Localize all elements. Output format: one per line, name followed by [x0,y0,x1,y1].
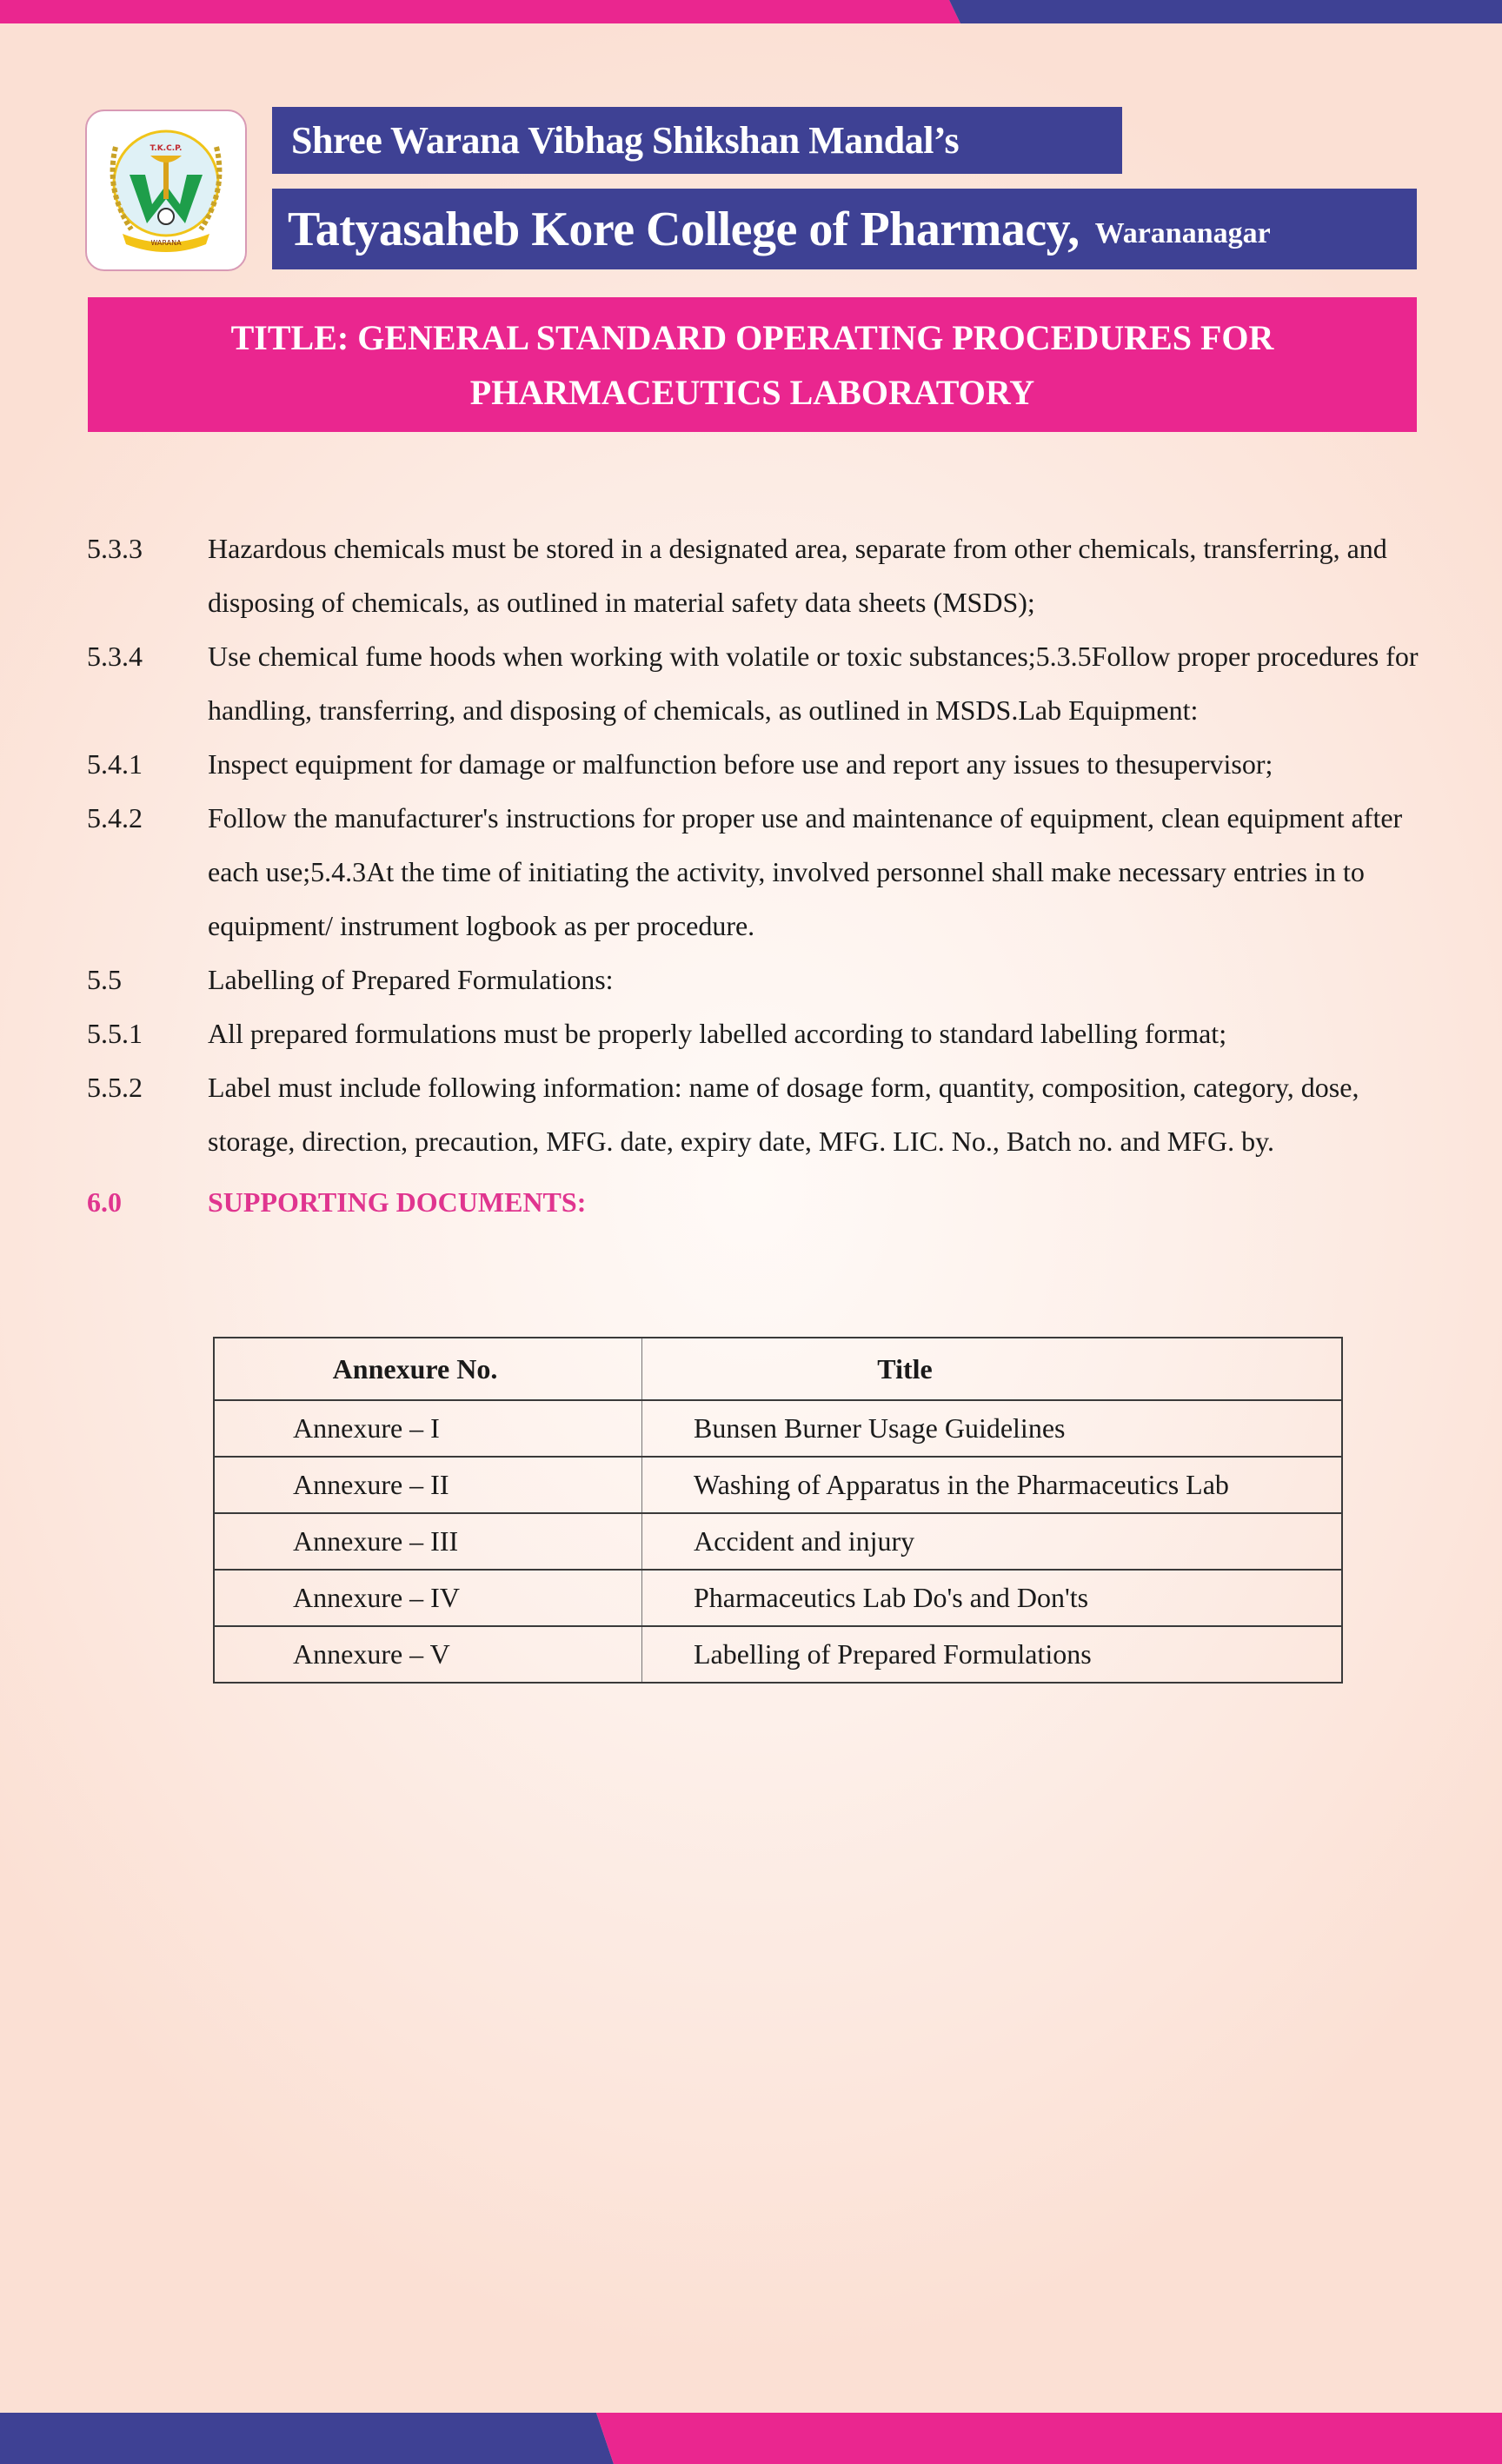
section-number: 5.5 [87,964,122,995]
college-name-banner [272,189,1417,269]
top-decorative-band [0,0,1502,23]
table-row [214,1513,1342,1570]
supporting-documents-heading [87,1175,1443,1229]
bottom-band-pink [596,2413,1502,2464]
annexure-title-cell: Washing of Apparatus in the Pharmaceutics Lab [642,1457,1343,1513]
section-text: Label must include following information: name of dosage form, quantity, composition, category, dose, storage, direction, precaution, MFG. date, expiry date, MFG. LIC. No., Batch no. and MFG. by. [208,1072,1359,1157]
annexure-title-cell: Pharmaceutics Lab Do's and Don'ts [642,1570,1343,1626]
college-crest-logo-icon [96,121,236,260]
document-title-line-2: PHARMACEUTICS LABORATORY [469,372,1035,412]
section-text: Inspect equipment for damage or malfunction before use and report any issues to thesupervisor; [208,748,1273,780]
society-name: Shree Warana Vibhag Shikshan Mandal’s [291,119,960,162]
section-item [87,1060,1443,1168]
bottom-decorative-band [0,2413,1502,2464]
section-text: Follow the manufacturer's instructions for proper use and maintenance of equipment, clean equipment after each use;5.4.3At the time of initiating the activity, involved personnel shall make necessary entries in to equipment/ instrument logbook as per procedure. [208,802,1403,941]
annexure-title-cell: Accident and injury [642,1513,1343,1570]
column-header-title: Title [642,1338,1343,1400]
section-text: Labelling of Prepared Formulations: [208,964,614,995]
section-text: Use chemical fume hoods when working with volatile or toxic substances;5.3.5Follow proper procedures for handling, transferring, and disposing of chemicals, as outlined in MSDS.Lab Equipment: [208,641,1419,726]
annexure-title-cell: Bunsen Burner Usage Guidelines [642,1400,1343,1457]
society-name-banner [272,107,1122,174]
annexure-number-cell: Annexure – II [214,1457,642,1513]
section-item [87,629,1443,737]
college-location: Warananagar [1094,216,1271,249]
section-text: All prepared formulations must be properly labelled according to standard labelling format; [208,1018,1227,1049]
annexure-number-cell: Annexure – III [214,1513,642,1570]
section-item [87,521,1443,629]
document-title-banner [88,297,1417,432]
bottom-band-blue [0,2413,614,2464]
top-band-pink [0,0,960,23]
column-header-annexure-no: Annexure No. [214,1338,642,1400]
sop-content [87,521,1443,1229]
section-number: 5.5.2 [87,1072,143,1103]
college-logo [85,110,247,271]
svg-text:WARANA: WARANA [150,239,182,247]
annexure-table [213,1337,1343,1684]
section-number: 5.3.4 [87,641,143,672]
section-number: 5.5.1 [87,1018,143,1049]
table-row [214,1400,1342,1457]
section-item [87,737,1443,791]
section-number: 5.3.3 [87,533,143,564]
annexure-number-cell: Annexure – IV [214,1570,642,1626]
table-row [214,1457,1342,1513]
section-item [87,791,1443,953]
table-row [214,1626,1342,1683]
college-name: Tatyasaheb Kore College of Pharmacy, [288,202,1080,256]
section-number: 5.4.2 [87,802,143,834]
section-heading-text: SUPPORTING DOCUMENTS: [208,1186,587,1218]
svg-text:T.K.C.P.: T.K.C.P. [150,144,183,153]
table-row [214,1570,1342,1626]
section-number: 6.0 [87,1186,122,1218]
section-item [87,1006,1443,1060]
section-text: Hazardous chemicals must be stored in a designated area, separate from other chemicals, transferring, and disposing of chemicals, as outlined in material safety data sheets (MSDS); [208,533,1387,618]
section-item [87,953,1443,1006]
annexure-number-cell: Annexure – V [214,1626,642,1683]
annexure-number-cell: Annexure – I [214,1400,642,1457]
section-number: 5.4.1 [87,748,143,780]
top-band-blue [949,0,1502,23]
document-title-line-1: TITLE: GENERAL STANDARD OPERATING PROCEDURES FOR [230,317,1274,357]
annexure-title-cell: Labelling of Prepared Formulations [642,1626,1343,1683]
table-header-row [214,1338,1342,1400]
